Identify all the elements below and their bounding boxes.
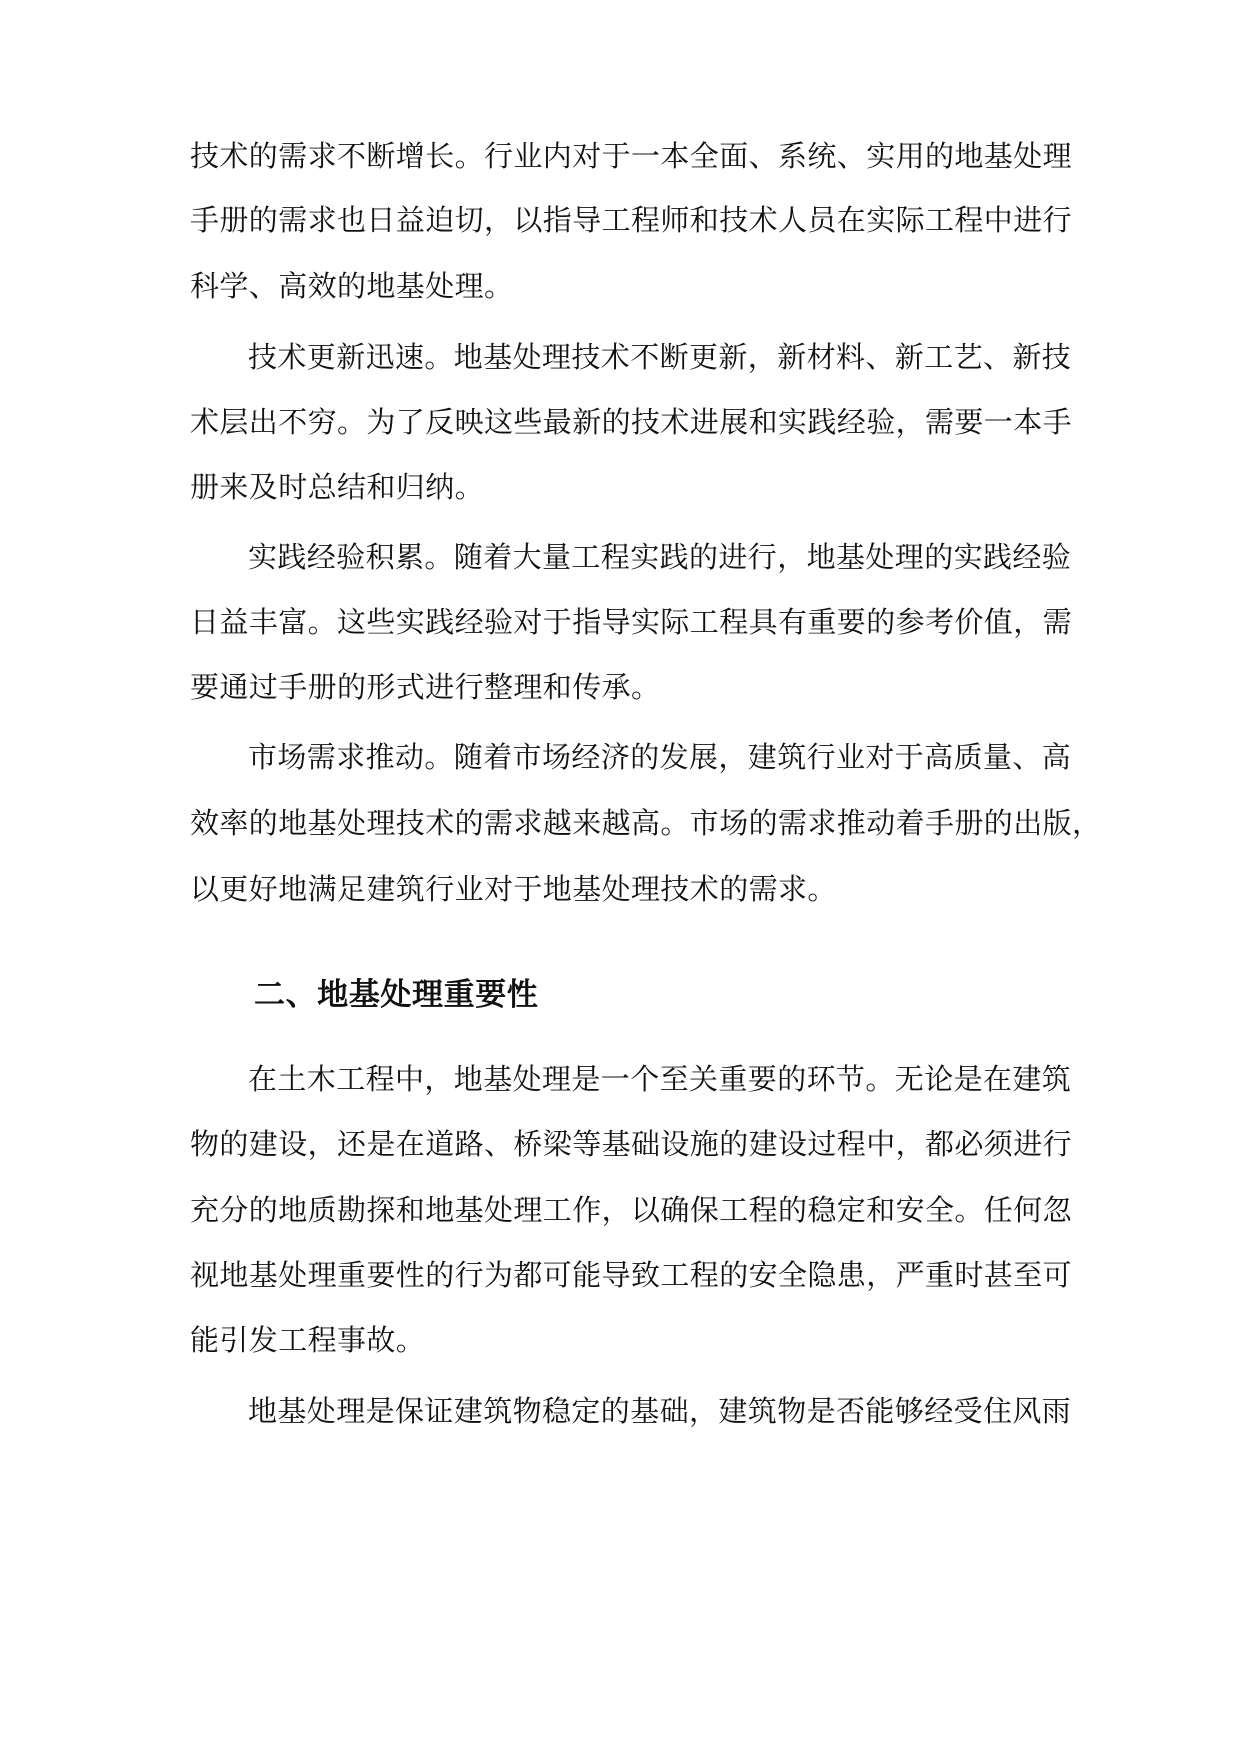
text-line: 市场需求推动。随着市场经济的发展，建筑行业对于高质量、高 [248, 740, 1072, 774]
text-line: 以更好地满足建筑行业对于地基处理技术的需求。 [190, 872, 837, 906]
text-line: 册来及时总结和归纳。 [190, 470, 485, 504]
text-line: 技术更新迅速。地基处理技术不断更新，新材料、新工艺、新技 [248, 340, 1072, 374]
text-line: 能引发工程事故。 [190, 1323, 426, 1357]
text-line: 手册的需求也日益迫切，以指导工程师和技术人员在实际工程中进行 [190, 203, 1073, 237]
text-line: 术层出不穷。为了反映这些最新的技术进展和实践经验，需要一本手 [190, 405, 1073, 439]
text-line: 物的建设，还是在道路、桥梁等基础设施的建设过程中，都必须进行 [190, 1127, 1073, 1161]
text-line: 在土木工程中，地基处理是一个至关重要的环节。无论是在建筑 [248, 1062, 1072, 1096]
section-heading: 二、地基处理重要性 [254, 977, 539, 1013]
text-line: 视地基处理重要性的行为都可能导致工程的安全隐患，严重时甚至可 [190, 1258, 1073, 1292]
text-line: 日益丰富。这些实践经验对于指导实际工程具有重要的参考价值，需 [190, 605, 1073, 639]
text-line: 地基处理是保证建筑物稳定的基础，建筑物是否能够经受住风雨 [248, 1394, 1072, 1428]
text-line: 实践经验积累。随着大量工程实践的进行，地基处理的实践经验 [248, 540, 1072, 574]
text-line: 要通过手册的形式进行整理和传承。 [190, 670, 661, 704]
text-line: 技术的需求不断增长。行业内对于一本全面、系统、实用的地基处理 [190, 139, 1073, 173]
text-line: 科学、高效的地基处理。 [190, 269, 514, 303]
text-line: 充分的地质勘探和地基处理工作，以确保工程的稳定和安全。任何忽 [190, 1193, 1073, 1227]
text-line: 效率的地基处理技术的需求越来越高。市场的需求推动着手册的出版， [190, 806, 1102, 840]
